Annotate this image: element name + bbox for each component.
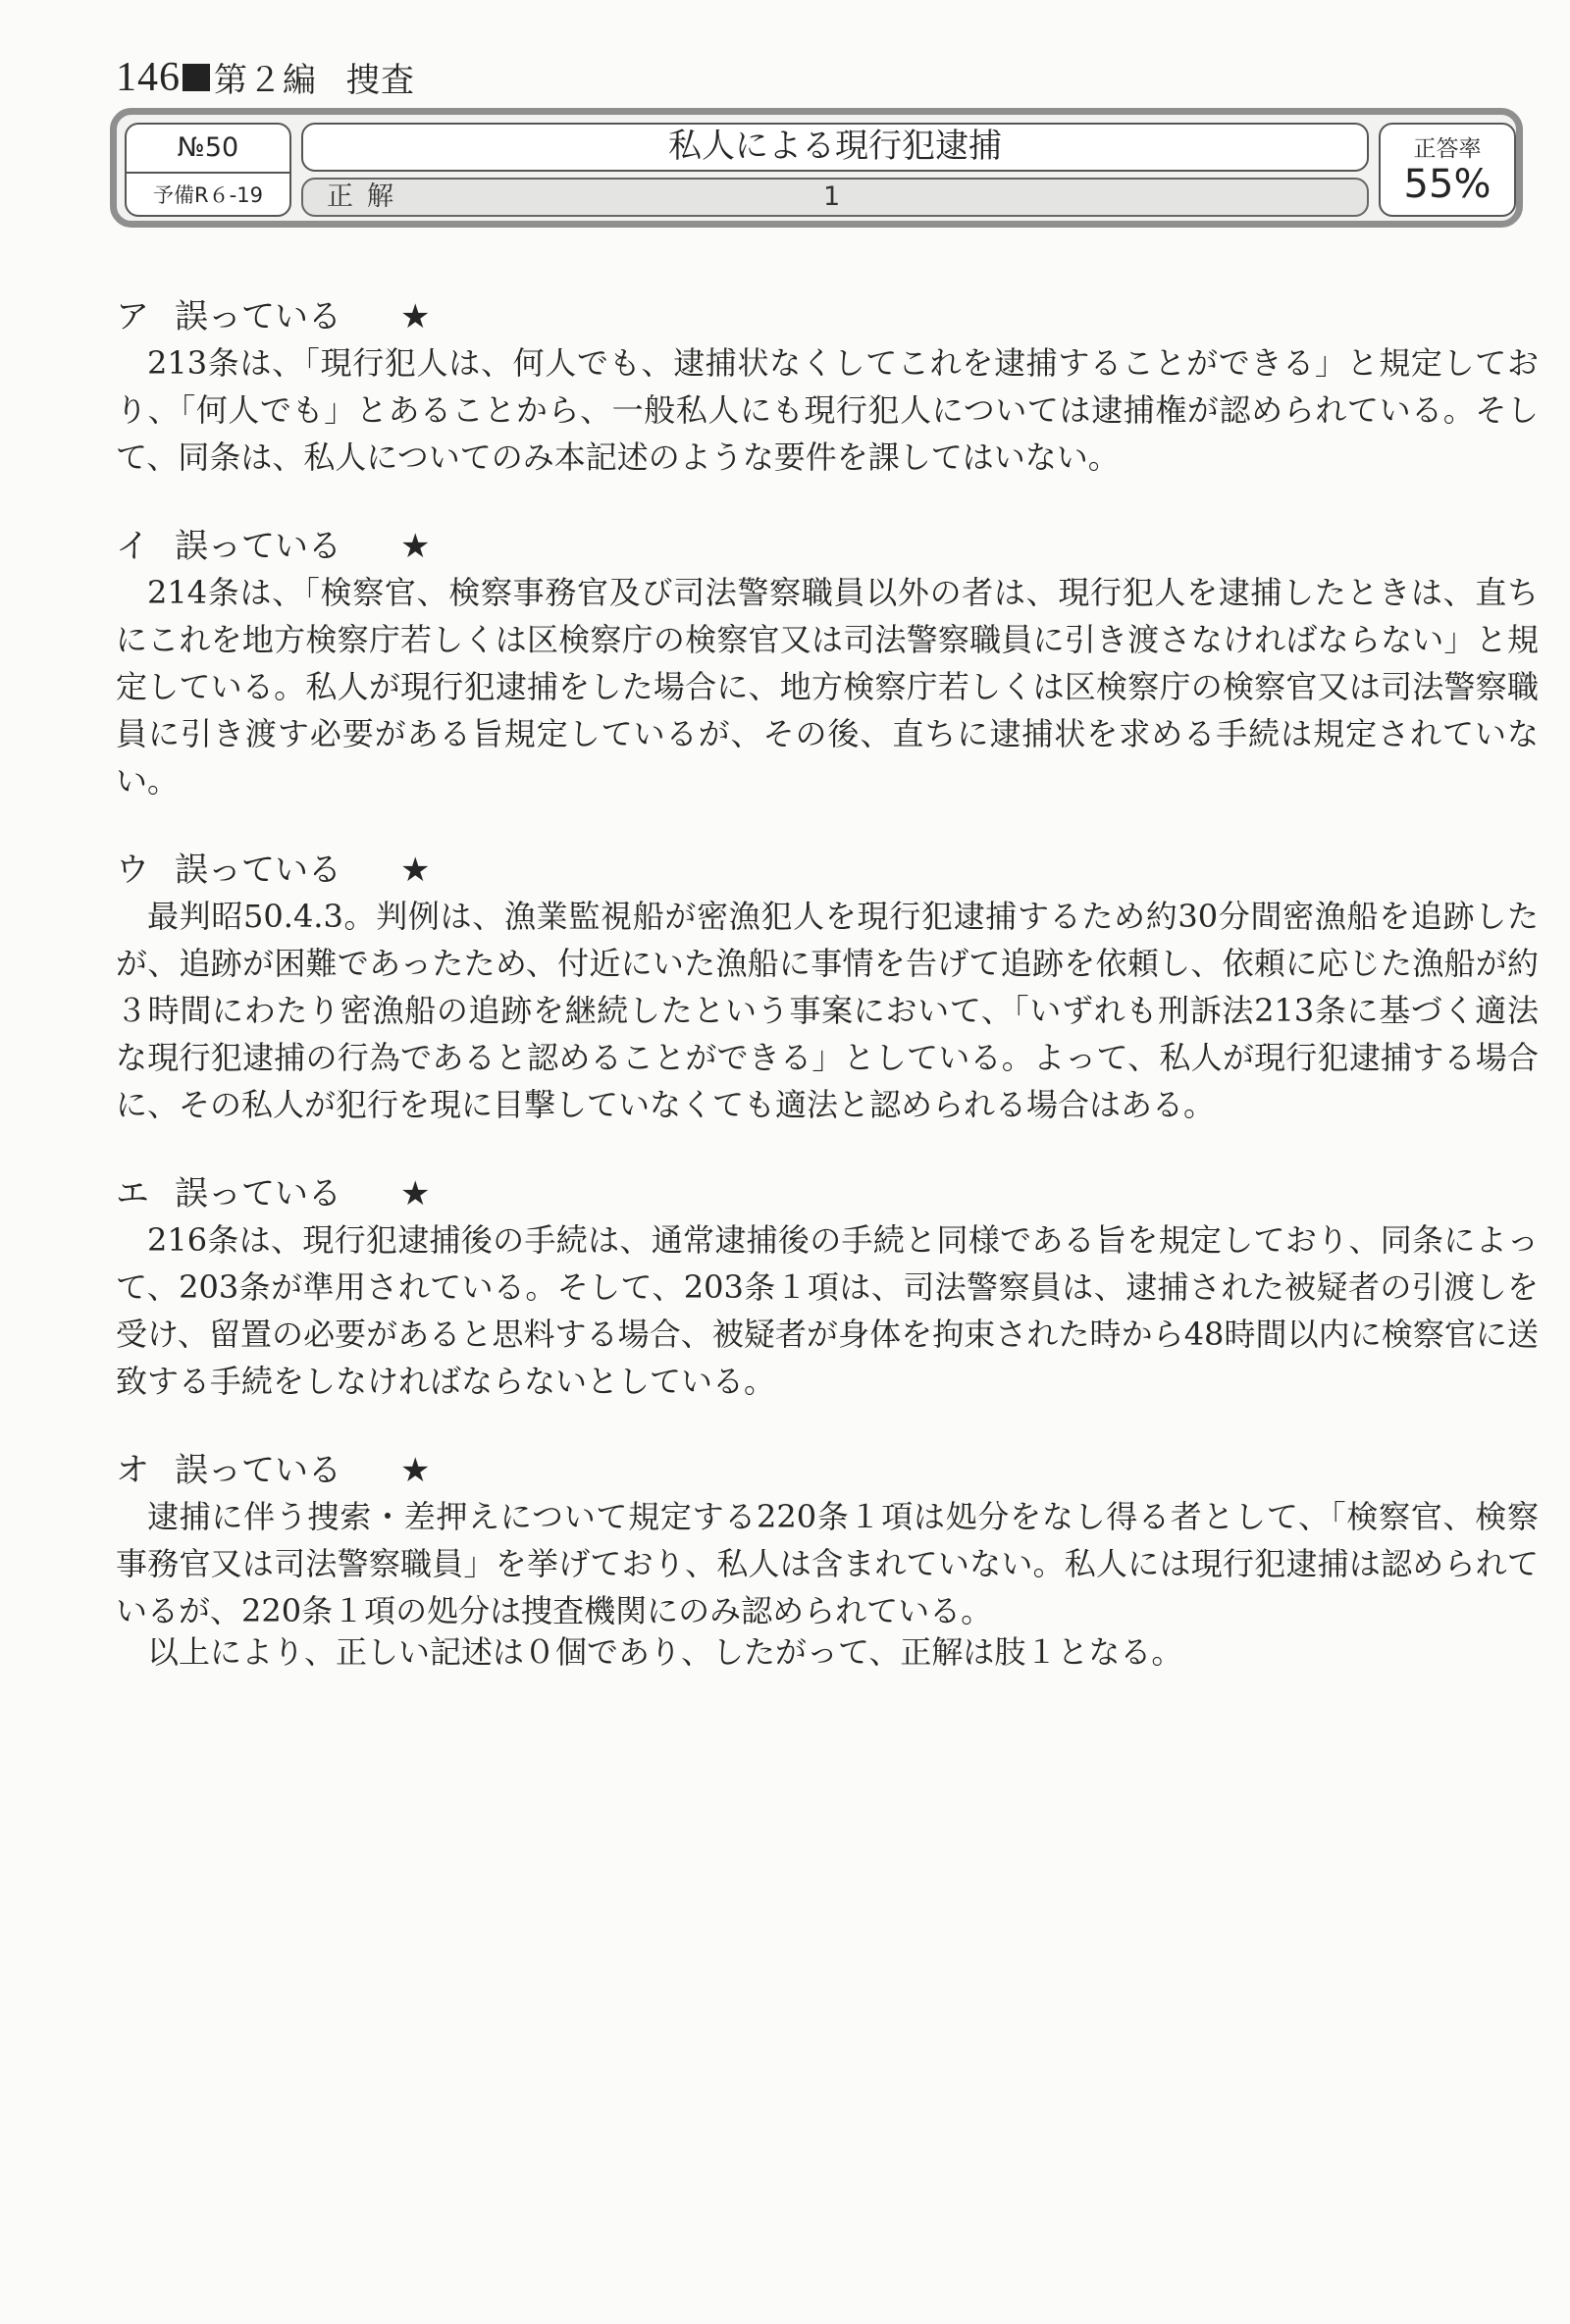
- verdict: 誤っている: [175, 297, 341, 336]
- verdict: 誤っている: [175, 851, 341, 890]
- explanation-sections: [116, 294, 1539, 1678]
- section-heading: [116, 1448, 1539, 1493]
- question-source: 予備R６-19: [153, 183, 263, 207]
- running-head: [116, 53, 415, 101]
- question-number-box: [125, 123, 291, 217]
- star-icon: ★: [400, 1174, 431, 1214]
- section-body: 逮捕に伴う捜索・差押えについて規定する220条１項は処分をなし得る者として、「検察官、検察事務官又は司法警察職員」を挙げており、私人は含まれていない。私人には現行犯逮捕は認められているが、220条１項の処分は捜査機関にのみ認められている。: [116, 1498, 1539, 1629]
- page-number: 146: [116, 54, 181, 100]
- section-body: 最判昭50.4.3。判例は、漁業監視船が密漁犯人を現行犯逮捕するため約30分間密漁船を追跡したが、追跡が困難であったため、付近にいた漁船に事情を告げて追跡を依頼し、依頼に応じた漁船が約３時間にわたり密漁船の追跡を継続したという事案において、「いずれも刑訴法213条に基づく適法な現行犯逮捕の行為であると認めることができる」としている。よって、私人が現行犯逮捕する場合に、その私人が犯行を現に目撃していなくても適法と認められる場合はある。: [116, 898, 1539, 1123]
- conclusion: 以上により、正しい記述は０個であり、したがって、正解は肢１となる。: [147, 1633, 1183, 1671]
- star-icon: ★: [400, 1451, 431, 1490]
- section-i: [116, 524, 1539, 804]
- section-e: [116, 1171, 1539, 1405]
- section-u: [116, 848, 1539, 1128]
- answer-value: 1: [823, 181, 841, 212]
- section-body: 213条は、「現行犯人は、何人でも、逮捕状なくしてこれを逮捕することができる」と規定しており、「何人でも」とあることから、一般私人にも現行犯人については逮捕権が認められている。そして、同条は、私人についてのみ本記述のような要件を課してはいない。: [116, 344, 1539, 476]
- section-heading: [116, 1171, 1539, 1216]
- section-body: 216条は、現行犯逮捕後の手続は、通常逮捕後の手続と同様である旨を規定しており、同条によって、203条が準用されている。そして、203条１項は、司法警察員は、逮捕された被疑者の引渡しを受け、留置の必要があると思料する場合、被疑者が身体を拘束された時から48時間以内に検察官に送致する手続をしなければならないとしている。: [116, 1221, 1539, 1400]
- section-a: [116, 294, 1539, 481]
- verdict: 誤っている: [175, 1174, 341, 1214]
- question-header: [110, 108, 1523, 228]
- section-heading: [116, 848, 1539, 893]
- correct-rate-label: 正答率: [1413, 136, 1482, 162]
- correct-rate-value: 55%: [1403, 162, 1492, 207]
- option-letter: ア: [116, 297, 149, 336]
- correct-rate-box: [1379, 123, 1516, 217]
- star-icon: ★: [400, 851, 431, 890]
- answer-label: 正解: [327, 181, 407, 212]
- section-body: 214条は、「検察官、検察事務官及び司法警察職員以外の者は、現行犯人を逮捕したときは、直ちにこれを地方検察庁若しくは区検察庁の検察官又は司法警察職員に引き渡さなければならない」と規定している。私人が現行犯逮捕をした場合に、地方検察庁若しくは区検察庁の検察官又は司法警察職員に引き渡す必要がある旨規定しているが、その後、直ちに逮捕状を求める手続は規定されていない。: [116, 574, 1539, 800]
- square-marker-icon: [183, 64, 210, 91]
- chapter-label: 捜査: [346, 61, 415, 100]
- verdict: 誤っている: [175, 527, 341, 566]
- option-letter: ウ: [116, 851, 149, 890]
- option-letter: イ: [116, 527, 149, 566]
- section-heading: [116, 294, 1539, 339]
- question-title: 私人による現行犯逮捕: [301, 123, 1369, 172]
- section-heading: [116, 524, 1539, 569]
- star-icon: ★: [400, 527, 431, 566]
- option-letter: オ: [116, 1451, 149, 1490]
- question-number: №50: [127, 125, 289, 174]
- answer-bar: [301, 178, 1369, 217]
- section-o: [116, 1448, 1539, 1634]
- option-letter: エ: [116, 1174, 149, 1214]
- verdict: 誤っている: [175, 1451, 341, 1490]
- star-icon: ★: [400, 297, 431, 336]
- part-label: 第２編: [214, 61, 317, 100]
